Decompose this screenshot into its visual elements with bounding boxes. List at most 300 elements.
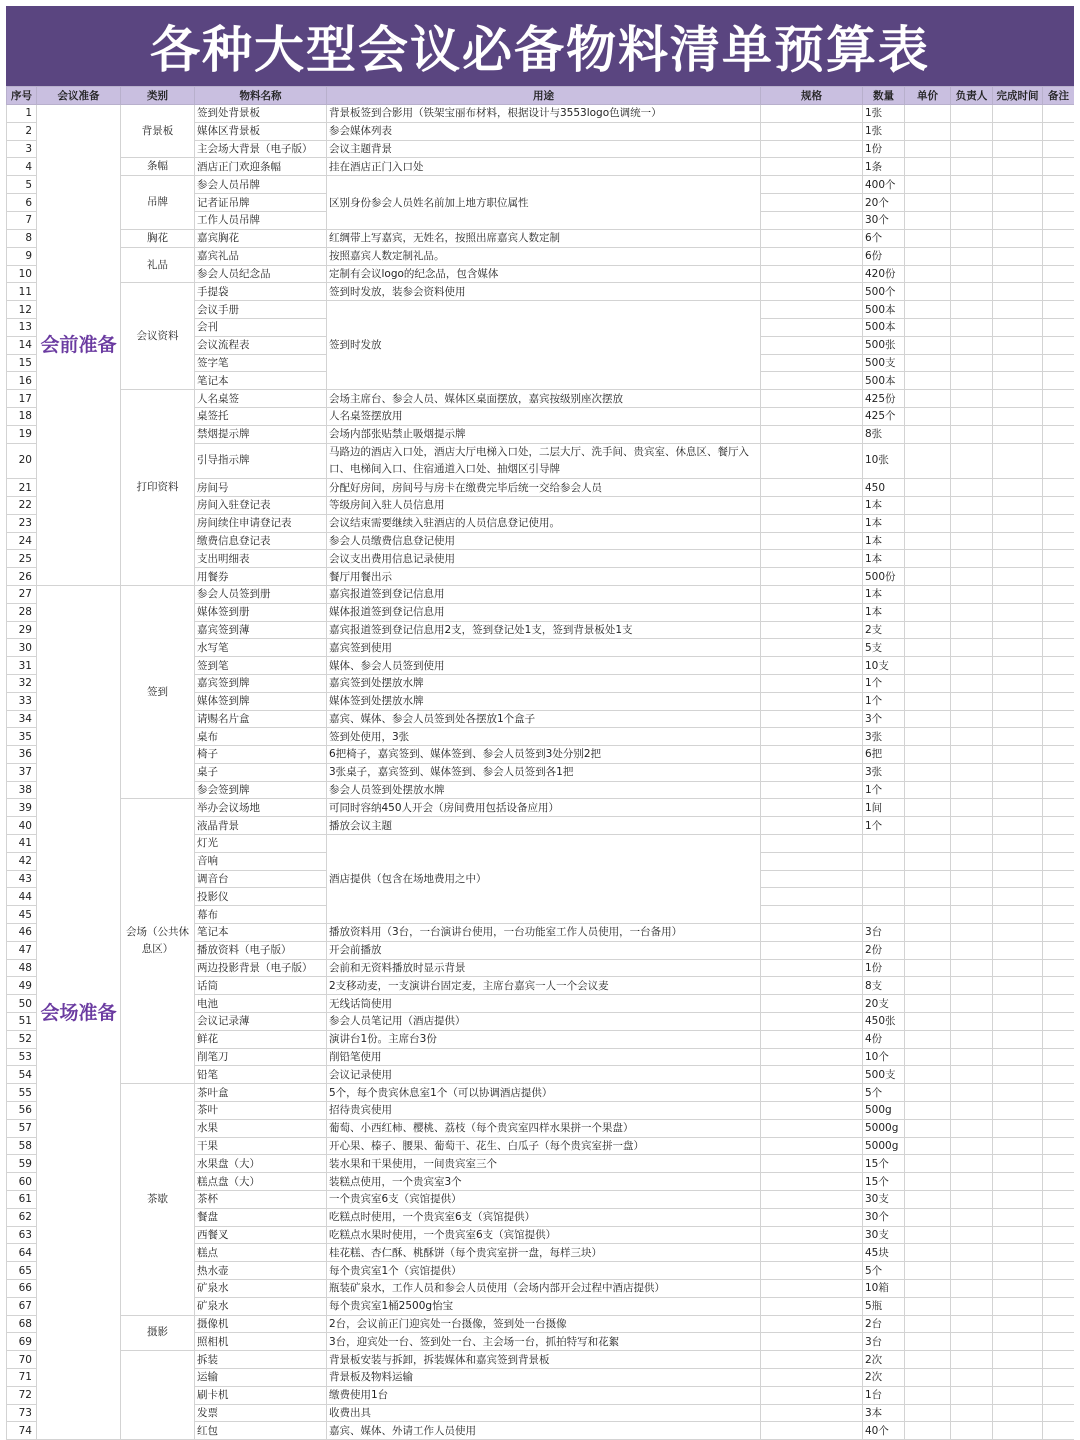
spec-cell[interactable]	[761, 906, 863, 924]
owner-cell[interactable]	[951, 603, 993, 621]
price-cell[interactable]	[905, 532, 951, 550]
note-cell[interactable]	[1043, 1155, 1075, 1173]
price-cell[interactable]	[905, 1368, 951, 1386]
spec-cell[interactable]	[761, 1208, 863, 1226]
price-cell[interactable]	[905, 977, 951, 995]
material-name[interactable]: 水写笔	[195, 639, 327, 657]
row-number[interactable]: 64	[7, 1244, 37, 1262]
material-name[interactable]: 矿泉水	[195, 1297, 327, 1315]
quantity-cell[interactable]: 500本	[863, 301, 905, 319]
row-number[interactable]: 12	[7, 301, 37, 319]
usage-cell[interactable]: 2支移动麦，一支演讲台固定麦，主席台嘉宾一人一个会议麦	[327, 977, 761, 995]
quantity-cell[interactable]: 5000g	[863, 1119, 905, 1137]
time-cell[interactable]	[993, 568, 1043, 586]
note-cell[interactable]	[1043, 1030, 1075, 1048]
category-cell[interactable]: 摄影	[121, 1315, 195, 1351]
material-name[interactable]: 请赐名片盒	[195, 710, 327, 728]
price-cell[interactable]	[905, 1404, 951, 1422]
owner-cell[interactable]	[951, 443, 993, 479]
usage-cell[interactable]: 餐厅用餐出示	[327, 568, 761, 586]
note-cell[interactable]	[1043, 425, 1075, 443]
note-cell[interactable]	[1043, 1262, 1075, 1280]
material-name[interactable]: 摄像机	[195, 1315, 327, 1333]
quantity-cell[interactable]: 500g	[863, 1102, 905, 1120]
price-cell[interactable]	[905, 1013, 951, 1031]
header-prep[interactable]: 会议准备	[37, 87, 121, 105]
owner-cell[interactable]	[951, 479, 993, 497]
time-cell[interactable]	[993, 835, 1043, 853]
material-name[interactable]: 话筒	[195, 977, 327, 995]
quantity-cell[interactable]: 2次	[863, 1368, 905, 1386]
note-cell[interactable]	[1043, 995, 1075, 1013]
price-cell[interactable]	[905, 318, 951, 336]
price-cell[interactable]	[905, 906, 951, 924]
material-name[interactable]: 削笔刀	[195, 1048, 327, 1066]
row-number[interactable]: 70	[7, 1351, 37, 1369]
owner-cell[interactable]	[951, 247, 993, 265]
price-cell[interactable]	[905, 621, 951, 639]
usage-cell[interactable]: 一个贵宾室6支（宾馆提供）	[327, 1191, 761, 1209]
row-number[interactable]: 3	[7, 140, 37, 158]
owner-cell[interactable]	[951, 1155, 993, 1173]
note-cell[interactable]	[1043, 176, 1075, 194]
price-cell[interactable]	[905, 852, 951, 870]
usage-cell[interactable]: 缴费使用1台	[327, 1386, 761, 1404]
owner-cell[interactable]	[951, 265, 993, 283]
usage-cell[interactable]: 2台，会议前正门迎宾处一台摄像，签到处一台摄像	[327, 1315, 761, 1333]
quantity-cell[interactable]: 1个	[863, 674, 905, 692]
spec-cell[interactable]	[761, 1048, 863, 1066]
price-cell[interactable]	[905, 817, 951, 835]
owner-cell[interactable]	[951, 1030, 993, 1048]
material-name[interactable]: 鲜花	[195, 1030, 327, 1048]
row-number[interactable]: 47	[7, 941, 37, 959]
usage-cell[interactable]: 签到处使用，3张	[327, 728, 761, 746]
spec-cell[interactable]	[761, 959, 863, 977]
spec-cell[interactable]	[761, 443, 863, 479]
note-cell[interactable]	[1043, 372, 1075, 390]
usage-cell[interactable]: 媒体、参会人员签到使用	[327, 657, 761, 675]
quantity-cell[interactable]	[863, 852, 905, 870]
category-cell[interactable]: 打印资料	[121, 390, 195, 586]
quantity-cell[interactable]: 8张	[863, 425, 905, 443]
owner-cell[interactable]	[951, 122, 993, 140]
header-name[interactable]: 物料名称	[195, 87, 327, 105]
quantity-cell[interactable]: 1个	[863, 692, 905, 710]
owner-cell[interactable]	[951, 1280, 993, 1298]
spec-cell[interactable]	[761, 835, 863, 853]
quantity-cell[interactable]: 30支	[863, 1226, 905, 1244]
owner-cell[interactable]	[951, 194, 993, 212]
row-number[interactable]: 48	[7, 959, 37, 977]
note-cell[interactable]	[1043, 639, 1075, 657]
price-cell[interactable]	[905, 158, 951, 176]
header-qty[interactable]: 数量	[863, 87, 905, 105]
price-cell[interactable]	[905, 639, 951, 657]
quantity-cell[interactable]: 15个	[863, 1173, 905, 1191]
owner-cell[interactable]	[951, 336, 993, 354]
usage-cell[interactable]: 会议结束需要继续入驻酒店的人员信息登记使用。	[327, 514, 761, 532]
usage-cell[interactable]: 播放资料用（3台，一台演讲台使用，一台功能室工作人员使用，一台备用）	[327, 924, 761, 942]
time-cell[interactable]	[993, 657, 1043, 675]
price-cell[interactable]	[905, 176, 951, 194]
price-cell[interactable]	[905, 1297, 951, 1315]
usage-cell[interactable]: 媒体签到处摆放水牌	[327, 692, 761, 710]
note-cell[interactable]	[1043, 799, 1075, 817]
material-name[interactable]: 媒体签到册	[195, 603, 327, 621]
quantity-cell[interactable]: 1台	[863, 1386, 905, 1404]
row-number[interactable]: 24	[7, 532, 37, 550]
price-cell[interactable]	[905, 247, 951, 265]
note-cell[interactable]	[1043, 140, 1075, 158]
price-cell[interactable]	[905, 657, 951, 675]
price-cell[interactable]	[905, 1244, 951, 1262]
spec-cell[interactable]	[761, 1315, 863, 1333]
time-cell[interactable]	[993, 1422, 1043, 1440]
price-cell[interactable]	[905, 995, 951, 1013]
usage-cell[interactable]: 开心果、榛子、腰果、葡萄干、花生、白瓜子（每个贵宾室拼一盘）	[327, 1137, 761, 1155]
note-cell[interactable]	[1043, 1297, 1075, 1315]
spec-cell[interactable]	[761, 603, 863, 621]
note-cell[interactable]	[1043, 817, 1075, 835]
usage-cell[interactable]: 嘉宾签到处摆放水牌	[327, 674, 761, 692]
usage-cell[interactable]: 人名桌签摆放用	[327, 407, 761, 425]
price-cell[interactable]	[905, 870, 951, 888]
owner-cell[interactable]	[951, 746, 993, 764]
owner-cell[interactable]	[951, 1368, 993, 1386]
usage-cell[interactable]: 瓶装矿泉水，工作人员和参会人员使用（会场内部开会过程中酒店提供）	[327, 1280, 761, 1298]
spec-cell[interactable]	[761, 799, 863, 817]
owner-cell[interactable]	[951, 1333, 993, 1351]
price-cell[interactable]	[905, 1173, 951, 1191]
material-name[interactable]: 水果	[195, 1119, 327, 1137]
note-cell[interactable]	[1043, 603, 1075, 621]
category-cell[interactable]: 会议资料	[121, 283, 195, 390]
owner-cell[interactable]	[951, 354, 993, 372]
quantity-cell[interactable]: 4份	[863, 1030, 905, 1048]
note-cell[interactable]	[1043, 835, 1075, 853]
price-cell[interactable]	[905, 585, 951, 603]
quantity-cell[interactable]: 10张	[863, 443, 905, 479]
note-cell[interactable]	[1043, 692, 1075, 710]
spec-cell[interactable]	[761, 674, 863, 692]
owner-cell[interactable]	[951, 1351, 993, 1369]
material-name[interactable]: 矿泉水	[195, 1280, 327, 1298]
note-cell[interactable]	[1043, 888, 1075, 906]
quantity-cell[interactable]: 1张	[863, 105, 905, 123]
spec-cell[interactable]	[761, 995, 863, 1013]
time-cell[interactable]	[993, 1102, 1043, 1120]
row-number[interactable]: 37	[7, 763, 37, 781]
time-cell[interactable]	[993, 229, 1043, 247]
usage-cell[interactable]: 开会前播放	[327, 941, 761, 959]
price-cell[interactable]	[905, 799, 951, 817]
time-cell[interactable]	[993, 407, 1043, 425]
note-cell[interactable]	[1043, 1280, 1075, 1298]
material-name[interactable]: 会议记录薄	[195, 1013, 327, 1031]
material-name[interactable]: 茶叶	[195, 1102, 327, 1120]
note-cell[interactable]	[1043, 479, 1075, 497]
owner-cell[interactable]	[951, 301, 993, 319]
owner-cell[interactable]	[951, 657, 993, 675]
usage-cell[interactable]: 背景板安装与拆卸，拆装媒体和嘉宾签到背景板	[327, 1351, 761, 1369]
price-cell[interactable]	[905, 781, 951, 799]
time-cell[interactable]	[993, 247, 1043, 265]
quantity-cell[interactable]: 5个	[863, 1084, 905, 1102]
owner-cell[interactable]	[951, 176, 993, 194]
time-cell[interactable]	[993, 1155, 1043, 1173]
spec-cell[interactable]	[761, 122, 863, 140]
price-cell[interactable]	[905, 710, 951, 728]
header-time[interactable]: 完成时间	[993, 87, 1043, 105]
quantity-cell[interactable]: 2份	[863, 941, 905, 959]
spec-cell[interactable]	[761, 1013, 863, 1031]
price-cell[interactable]	[905, 1351, 951, 1369]
usage-cell[interactable]: 签到时发放，装参会资料使用	[327, 283, 761, 301]
row-number[interactable]: 22	[7, 496, 37, 514]
material-name[interactable]: 糕点	[195, 1244, 327, 1262]
price-cell[interactable]	[905, 354, 951, 372]
price-cell[interactable]	[905, 1386, 951, 1404]
usage-cell[interactable]: 参会媒体列表	[327, 122, 761, 140]
material-name[interactable]: 液晶背景	[195, 817, 327, 835]
material-name[interactable]: 茶叶盒	[195, 1084, 327, 1102]
material-name[interactable]: 酒店正门欢迎条幅	[195, 158, 327, 176]
category-cell[interactable]	[121, 1351, 195, 1440]
price-cell[interactable]	[905, 283, 951, 301]
usage-cell[interactable]: 嘉宾签到使用	[327, 639, 761, 657]
usage-cell[interactable]: 等级房间入驻人员信息用	[327, 496, 761, 514]
row-number[interactable]: 62	[7, 1208, 37, 1226]
quantity-cell[interactable]: 40个	[863, 1422, 905, 1440]
row-number[interactable]: 38	[7, 781, 37, 799]
category-cell[interactable]: 吊牌	[121, 176, 195, 229]
spec-cell[interactable]	[761, 390, 863, 408]
material-name[interactable]: 主会场大背景（电子版）	[195, 140, 327, 158]
spec-cell[interactable]	[761, 621, 863, 639]
owner-cell[interactable]	[951, 283, 993, 301]
material-name[interactable]: 引导指示牌	[195, 443, 327, 479]
note-cell[interactable]	[1043, 674, 1075, 692]
owner-cell[interactable]	[951, 977, 993, 995]
note-cell[interactable]	[1043, 1422, 1075, 1440]
row-number[interactable]: 2	[7, 122, 37, 140]
row-number[interactable]: 15	[7, 354, 37, 372]
owner-cell[interactable]	[951, 140, 993, 158]
row-number[interactable]: 11	[7, 283, 37, 301]
material-name[interactable]: 禁烟提示牌	[195, 425, 327, 443]
note-cell[interactable]	[1043, 568, 1075, 586]
material-name[interactable]: 媒体区背景板	[195, 122, 327, 140]
price-cell[interactable]	[905, 550, 951, 568]
phase-label[interactable]: 会场准备	[37, 585, 121, 1439]
usage-cell[interactable]: 无线话筒使用	[327, 995, 761, 1013]
usage-cell[interactable]: 会议主题背景	[327, 140, 761, 158]
row-number[interactable]: 19	[7, 425, 37, 443]
spec-cell[interactable]	[761, 532, 863, 550]
qty-cell[interactable]	[863, 835, 905, 853]
usage-cell[interactable]: 参会人员签到处摆放水牌	[327, 781, 761, 799]
material-name[interactable]: 照相机	[195, 1333, 327, 1351]
spec-cell[interactable]	[761, 1137, 863, 1155]
usage-cell[interactable]: 参会人员笔记用（酒店提供）	[327, 1013, 761, 1031]
row-number[interactable]: 63	[7, 1226, 37, 1244]
spec-cell[interactable]	[761, 265, 863, 283]
material-name[interactable]: 椅子	[195, 746, 327, 764]
material-name[interactable]: 记者证吊牌	[195, 194, 327, 212]
time-cell[interactable]	[993, 1226, 1043, 1244]
usage-cell[interactable]: 播放会议主题	[327, 817, 761, 835]
note-cell[interactable]	[1043, 496, 1075, 514]
material-name[interactable]: 嘉宾签到薄	[195, 621, 327, 639]
material-name[interactable]: 会议流程表	[195, 336, 327, 354]
quantity-cell[interactable]: 500份	[863, 568, 905, 586]
quantity-cell[interactable]: 500本	[863, 318, 905, 336]
owner-cell[interactable]	[951, 728, 993, 746]
note-cell[interactable]	[1043, 621, 1075, 639]
note-cell[interactable]	[1043, 781, 1075, 799]
time-cell[interactable]	[993, 710, 1043, 728]
note-cell[interactable]	[1043, 390, 1075, 408]
quantity-cell[interactable]: 10支	[863, 657, 905, 675]
time-cell[interactable]	[993, 870, 1043, 888]
row-number[interactable]: 33	[7, 692, 37, 710]
spec-cell[interactable]	[761, 247, 863, 265]
note-cell[interactable]	[1043, 1066, 1075, 1084]
time-cell[interactable]	[993, 906, 1043, 924]
row-number[interactable]: 44	[7, 888, 37, 906]
material-name[interactable]: 嘉宾礼品	[195, 247, 327, 265]
row-number[interactable]: 29	[7, 621, 37, 639]
owner-cell[interactable]	[951, 1066, 993, 1084]
quantity-cell[interactable]: 20个	[863, 194, 905, 212]
quantity-cell[interactable]: 6把	[863, 746, 905, 764]
row-number[interactable]: 7	[7, 211, 37, 229]
row-number[interactable]: 5	[7, 176, 37, 194]
note-cell[interactable]	[1043, 977, 1075, 995]
spec-cell[interactable]	[761, 657, 863, 675]
header-use[interactable]: 用途	[327, 87, 761, 105]
time-cell[interactable]	[993, 941, 1043, 959]
header-spec[interactable]: 规格	[761, 87, 863, 105]
quantity-cell[interactable]: 5个	[863, 1262, 905, 1280]
time-cell[interactable]	[993, 1351, 1043, 1369]
quantity-cell[interactable]: 8支	[863, 977, 905, 995]
quantity-cell[interactable]: 500个	[863, 283, 905, 301]
quantity-cell[interactable]: 1个	[863, 781, 905, 799]
material-name[interactable]: 桌布	[195, 728, 327, 746]
spec-cell[interactable]	[761, 639, 863, 657]
note-cell[interactable]	[1043, 443, 1075, 479]
spec-cell[interactable]	[761, 1422, 863, 1440]
row-number[interactable]: 67	[7, 1297, 37, 1315]
price-cell[interactable]	[905, 336, 951, 354]
price-cell[interactable]	[905, 140, 951, 158]
owner-cell[interactable]	[951, 211, 993, 229]
material-name[interactable]: 签到笔	[195, 657, 327, 675]
price-cell[interactable]	[905, 1315, 951, 1333]
spec-cell[interactable]	[761, 1173, 863, 1191]
time-cell[interactable]	[993, 799, 1043, 817]
row-number[interactable]: 41	[7, 835, 37, 853]
note-cell[interactable]	[1043, 265, 1075, 283]
owner-cell[interactable]	[951, 781, 993, 799]
row-number[interactable]: 30	[7, 639, 37, 657]
usage-cell[interactable]: 区别身份参会人员姓名前加上地方职位属性	[327, 176, 761, 229]
material-name[interactable]: 缴费信息登记表	[195, 532, 327, 550]
owner-cell[interactable]	[951, 105, 993, 123]
spec-cell[interactable]	[761, 550, 863, 568]
time-cell[interactable]	[993, 1119, 1043, 1137]
spec-cell[interactable]	[761, 1226, 863, 1244]
price-cell[interactable]	[905, 835, 951, 853]
material-name[interactable]: 会刊	[195, 318, 327, 336]
usage-cell[interactable]: 按照嘉宾人数定制礼品。	[327, 247, 761, 265]
row-number[interactable]: 42	[7, 852, 37, 870]
time-cell[interactable]	[993, 852, 1043, 870]
row-number[interactable]: 39	[7, 799, 37, 817]
price-cell[interactable]	[905, 407, 951, 425]
time-cell[interactable]	[993, 176, 1043, 194]
spec-cell[interactable]	[761, 1030, 863, 1048]
owner-cell[interactable]	[951, 959, 993, 977]
quantity-cell[interactable]: 1份	[863, 140, 905, 158]
time-cell[interactable]	[993, 1048, 1043, 1066]
row-number[interactable]: 23	[7, 514, 37, 532]
material-name[interactable]: 举办会议场地	[195, 799, 327, 817]
price-cell[interactable]	[905, 229, 951, 247]
price-cell[interactable]	[905, 1262, 951, 1280]
time-cell[interactable]	[993, 1084, 1043, 1102]
usage-cell[interactable]: 会场内部张贴禁止吸烟提示牌	[327, 425, 761, 443]
note-cell[interactable]	[1043, 657, 1075, 675]
owner-cell[interactable]	[951, 1084, 993, 1102]
row-number[interactable]: 21	[7, 479, 37, 497]
price-cell[interactable]	[905, 1137, 951, 1155]
material-name[interactable]: 糕点盘（大）	[195, 1173, 327, 1191]
price-cell[interactable]	[905, 674, 951, 692]
material-name[interactable]: 支出明细表	[195, 550, 327, 568]
usage-cell[interactable]: 挂在酒店正门入口处	[327, 158, 761, 176]
row-number[interactable]: 72	[7, 1386, 37, 1404]
material-name[interactable]: 笔记本	[195, 924, 327, 942]
spec-cell[interactable]	[761, 1351, 863, 1369]
usage-cell[interactable]: 红绸带上写嘉宾，无姓名，按照出席嘉宾人数定制	[327, 229, 761, 247]
price-cell[interactable]	[905, 194, 951, 212]
note-cell[interactable]	[1043, 229, 1075, 247]
price-cell[interactable]	[905, 105, 951, 123]
note-cell[interactable]	[1043, 852, 1075, 870]
note-cell[interactable]	[1043, 763, 1075, 781]
owner-cell[interactable]	[951, 390, 993, 408]
time-cell[interactable]	[993, 1315, 1043, 1333]
material-name[interactable]: 用餐券	[195, 568, 327, 586]
time-cell[interactable]	[993, 1137, 1043, 1155]
note-cell[interactable]	[1043, 728, 1075, 746]
time-cell[interactable]	[993, 639, 1043, 657]
time-cell[interactable]	[993, 514, 1043, 532]
quantity-cell[interactable]: 3本	[863, 1404, 905, 1422]
owner-cell[interactable]	[951, 532, 993, 550]
time-cell[interactable]	[993, 674, 1043, 692]
row-number[interactable]: 8	[7, 229, 37, 247]
material-name[interactable]: 铅笔	[195, 1066, 327, 1084]
quantity-cell[interactable]: 10个	[863, 1048, 905, 1066]
quantity-cell[interactable]: 1本	[863, 496, 905, 514]
material-name[interactable]: 茶杯	[195, 1191, 327, 1209]
spec-cell[interactable]	[761, 924, 863, 942]
row-number[interactable]: 52	[7, 1030, 37, 1048]
